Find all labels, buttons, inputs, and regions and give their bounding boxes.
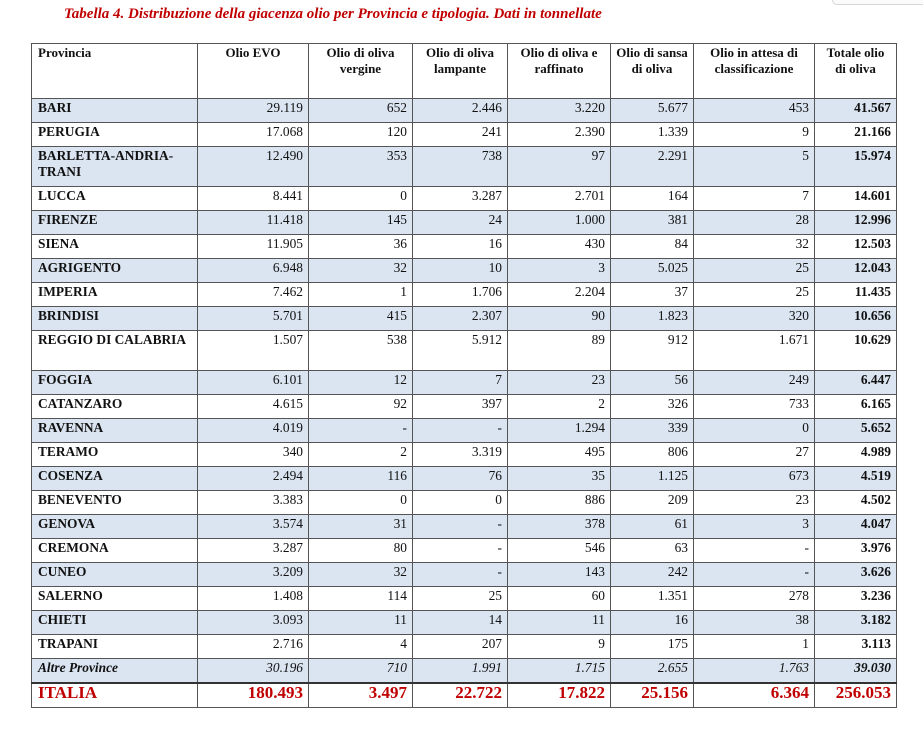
cell-evo: 30.196 [198, 659, 309, 684]
cell-provincia: SALERNO [32, 587, 198, 611]
cell-provincia: CHIETI [32, 611, 198, 635]
cell-provincia: SIENA [32, 235, 198, 259]
header-row [32, 44, 897, 99]
cell-raffinato: 17.822 [508, 683, 611, 708]
cell-raffinato: 3.220 [508, 99, 611, 123]
cell-provincia: COSENZA [32, 467, 198, 491]
cell-vergine: 538 [309, 331, 413, 371]
cell-vergine: 145 [309, 211, 413, 235]
table-row [32, 235, 897, 259]
cell-evo: 17.068 [198, 123, 309, 147]
cell-provincia: FIRENZE [32, 211, 198, 235]
cell-raffinato: 546 [508, 539, 611, 563]
cell-attesa: 673 [694, 467, 815, 491]
table-row [32, 467, 897, 491]
cell-sansa: 16 [611, 611, 694, 635]
cell-vergine: 11 [309, 611, 413, 635]
cell-provincia: ITALIA [32, 683, 198, 708]
cell-evo: 4.019 [198, 419, 309, 443]
cell-attesa: 25 [694, 283, 815, 307]
cell-vergine: 32 [309, 259, 413, 283]
table-row [32, 259, 897, 283]
cell-provincia: BARI [32, 99, 198, 123]
cell-attesa: 32 [694, 235, 815, 259]
cell-provincia: BENEVENTO [32, 491, 198, 515]
cell-lampante: 25 [413, 587, 508, 611]
cell-totale: 21.166 [815, 123, 897, 147]
cell-raffinato: 23 [508, 371, 611, 395]
cell-attesa: 25 [694, 259, 815, 283]
cell-attesa: 1.763 [694, 659, 815, 684]
cell-vergine: 120 [309, 123, 413, 147]
cell-vergine: 31 [309, 515, 413, 539]
cell-provincia: IMPERIA [32, 283, 198, 307]
cell-provincia: TERAMO [32, 443, 198, 467]
cell-vergine: 92 [309, 395, 413, 419]
cell-totale: 3.236 [815, 587, 897, 611]
table-row [32, 587, 897, 611]
cell-evo: 29.119 [198, 99, 309, 123]
cell-totale: 6.165 [815, 395, 897, 419]
cell-attesa: 1 [694, 635, 815, 659]
cell-evo: 6.948 [198, 259, 309, 283]
cell-sansa: 61 [611, 515, 694, 539]
table-row [32, 563, 897, 587]
cell-attesa: 28 [694, 211, 815, 235]
cell-provincia: TRAPANI [32, 635, 198, 659]
cell-raffinato: 143 [508, 563, 611, 587]
cell-provincia: REGGIO DI CALABRIA [32, 331, 198, 371]
table-row [32, 307, 897, 331]
cell-evo: 180.493 [198, 683, 309, 708]
cell-lampante: 2.307 [413, 307, 508, 331]
cell-sansa: 2.655 [611, 659, 694, 684]
cell-lampante: - [413, 563, 508, 587]
cell-sansa: 242 [611, 563, 694, 587]
cell-sansa: 37 [611, 283, 694, 307]
cell-lampante: 22.722 [413, 683, 508, 708]
cell-evo: 12.490 [198, 147, 309, 187]
table-row [32, 283, 897, 307]
cell-provincia: CREMONA [32, 539, 198, 563]
cell-vergine: 32 [309, 563, 413, 587]
table-row [32, 147, 897, 187]
cell-vergine: 4 [309, 635, 413, 659]
cell-lampante: - [413, 515, 508, 539]
cell-lampante: 1.991 [413, 659, 508, 684]
cell-lampante: 397 [413, 395, 508, 419]
cell-vergine: 415 [309, 307, 413, 331]
table-row [32, 331, 897, 371]
cell-vergine: 114 [309, 587, 413, 611]
cell-totale: 6.447 [815, 371, 897, 395]
cell-totale: 4.989 [815, 443, 897, 467]
cell-raffinato: 60 [508, 587, 611, 611]
cell-raffinato: 495 [508, 443, 611, 467]
header-olio-evo: Olio EVO [198, 44, 309, 99]
cell-sansa: 339 [611, 419, 694, 443]
table-title: Tabella 4. Distribuzione della giacenza olio per Provincia e tipologia. Dati in tonnellate [64, 6, 602, 22]
cell-vergine: 710 [309, 659, 413, 684]
cell-attesa: - [694, 539, 815, 563]
cell-raffinato: 2.701 [508, 187, 611, 211]
cell-lampante: 738 [413, 147, 508, 187]
cell-evo: 3.209 [198, 563, 309, 587]
cell-attesa: 7 [694, 187, 815, 211]
cell-lampante: 1.706 [413, 283, 508, 307]
cell-lampante: - [413, 419, 508, 443]
cell-raffinato: 11 [508, 611, 611, 635]
cell-evo: 4.615 [198, 395, 309, 419]
cell-totale: 12.503 [815, 235, 897, 259]
cell-vergine: 0 [309, 491, 413, 515]
cell-totale: 39.030 [815, 659, 897, 684]
cell-totale: 3.113 [815, 635, 897, 659]
cell-provincia: PERUGIA [32, 123, 198, 147]
cell-provincia: FOGGIA [32, 371, 198, 395]
cell-raffinato: 378 [508, 515, 611, 539]
cell-sansa: 56 [611, 371, 694, 395]
cell-lampante: 76 [413, 467, 508, 491]
cell-vergine: 116 [309, 467, 413, 491]
cell-sansa: 381 [611, 211, 694, 235]
cell-totale: 5.652 [815, 419, 897, 443]
cell-lampante: 14 [413, 611, 508, 635]
table-row [32, 491, 897, 515]
altre-province-row [32, 659, 897, 684]
cell-raffinato: 2 [508, 395, 611, 419]
cell-provincia: BRINDISI [32, 307, 198, 331]
cell-evo: 1.408 [198, 587, 309, 611]
cell-totale: 4.519 [815, 467, 897, 491]
header-totale: Totale olio di oliva [815, 44, 897, 99]
cell-sansa: 1.823 [611, 307, 694, 331]
cell-sansa: 2.291 [611, 147, 694, 187]
cell-sansa: 806 [611, 443, 694, 467]
table-row [32, 99, 897, 123]
window-corner-decoration [832, 0, 923, 5]
cell-evo: 6.101 [198, 371, 309, 395]
cell-raffinato: 1.715 [508, 659, 611, 684]
cell-lampante: 16 [413, 235, 508, 259]
table-row [32, 211, 897, 235]
cell-attesa: 733 [694, 395, 815, 419]
cell-lampante: 3.319 [413, 443, 508, 467]
cell-evo: 3.287 [198, 539, 309, 563]
table-row [32, 443, 897, 467]
cell-provincia: RAVENNA [32, 419, 198, 443]
cell-sansa: 5.025 [611, 259, 694, 283]
cell-evo: 340 [198, 443, 309, 467]
table-row [32, 395, 897, 419]
giacenza-olio-table [31, 43, 897, 708]
cell-attesa: 1.671 [694, 331, 815, 371]
cell-totale: 12.043 [815, 259, 897, 283]
cell-sansa: 175 [611, 635, 694, 659]
cell-attesa: 6.364 [694, 683, 815, 708]
header-olio-lampante: Olio di oliva lampante [413, 44, 508, 99]
cell-provincia: LUCCA [32, 187, 198, 211]
cell-totale: 3.182 [815, 611, 897, 635]
header-olio-vergine: Olio di oliva vergine [309, 44, 413, 99]
cell-attesa: 320 [694, 307, 815, 331]
cell-raffinato: 2.390 [508, 123, 611, 147]
cell-totale: 3.976 [815, 539, 897, 563]
cell-evo: 5.701 [198, 307, 309, 331]
cell-attesa: 9 [694, 123, 815, 147]
cell-lampante: - [413, 539, 508, 563]
cell-sansa: 1.125 [611, 467, 694, 491]
cell-lampante: 0 [413, 491, 508, 515]
cell-lampante: 2.446 [413, 99, 508, 123]
cell-provincia: Altre Province [32, 659, 198, 684]
cell-raffinato: 1.294 [508, 419, 611, 443]
cell-evo: 3.093 [198, 611, 309, 635]
cell-attesa: 27 [694, 443, 815, 467]
cell-vergine: 1 [309, 283, 413, 307]
cell-attesa: 23 [694, 491, 815, 515]
cell-sansa: 164 [611, 187, 694, 211]
header-olio-attesa: Olio in attesa di classificazione [694, 44, 815, 99]
table-row [32, 539, 897, 563]
cell-sansa: 209 [611, 491, 694, 515]
cell-sansa: 326 [611, 395, 694, 419]
cell-raffinato: 1.000 [508, 211, 611, 235]
cell-raffinato: 97 [508, 147, 611, 187]
table-row [32, 635, 897, 659]
cell-vergine: 0 [309, 187, 413, 211]
cell-totale: 256.053 [815, 683, 897, 708]
cell-vergine: 2 [309, 443, 413, 467]
cell-totale: 4.047 [815, 515, 897, 539]
table-row [32, 187, 897, 211]
cell-attesa: 249 [694, 371, 815, 395]
cell-raffinato: 886 [508, 491, 611, 515]
italia-total-row [32, 683, 897, 708]
cell-provincia: BARLETTA-ANDRIA-TRANI [32, 147, 198, 187]
header-provincia: Provincia [32, 44, 198, 99]
cell-raffinato: 89 [508, 331, 611, 371]
cell-vergine: 3.497 [309, 683, 413, 708]
cell-evo: 2.494 [198, 467, 309, 491]
cell-totale: 10.656 [815, 307, 897, 331]
cell-provincia: AGRIGENTO [32, 259, 198, 283]
cell-evo: 1.507 [198, 331, 309, 371]
cell-totale: 12.996 [815, 211, 897, 235]
cell-totale: 10.629 [815, 331, 897, 371]
cell-lampante: 7 [413, 371, 508, 395]
cell-vergine: 652 [309, 99, 413, 123]
cell-attesa: 5 [694, 147, 815, 187]
cell-evo: 3.383 [198, 491, 309, 515]
cell-attesa: 278 [694, 587, 815, 611]
cell-provincia: CUNEO [32, 563, 198, 587]
cell-totale: 15.974 [815, 147, 897, 187]
cell-totale: 41.567 [815, 99, 897, 123]
cell-sansa: 25.156 [611, 683, 694, 708]
cell-totale: 3.626 [815, 563, 897, 587]
cell-lampante: 5.912 [413, 331, 508, 371]
table-row [32, 123, 897, 147]
cell-lampante: 3.287 [413, 187, 508, 211]
table-row [32, 515, 897, 539]
cell-evo: 7.462 [198, 283, 309, 307]
cell-evo: 8.441 [198, 187, 309, 211]
cell-sansa: 912 [611, 331, 694, 371]
cell-raffinato: 430 [508, 235, 611, 259]
cell-attesa: - [694, 563, 815, 587]
cell-totale: 14.601 [815, 187, 897, 211]
cell-attesa: 3 [694, 515, 815, 539]
cell-evo: 2.716 [198, 635, 309, 659]
header-olio-sansa: Olio di sansa di oliva [611, 44, 694, 99]
cell-raffinato: 35 [508, 467, 611, 491]
cell-totale: 11.435 [815, 283, 897, 307]
header-olio-raffinato: Olio di oliva e raffinato [508, 44, 611, 99]
cell-raffinato: 9 [508, 635, 611, 659]
cell-raffinato: 2.204 [508, 283, 611, 307]
cell-attesa: 38 [694, 611, 815, 635]
cell-raffinato: 3 [508, 259, 611, 283]
table-row [32, 371, 897, 395]
cell-vergine: 80 [309, 539, 413, 563]
cell-vergine: 12 [309, 371, 413, 395]
cell-sansa: 5.677 [611, 99, 694, 123]
cell-provincia: CATANZARO [32, 395, 198, 419]
cell-provincia: GENOVA [32, 515, 198, 539]
cell-sansa: 84 [611, 235, 694, 259]
cell-vergine: - [309, 419, 413, 443]
cell-evo: 3.574 [198, 515, 309, 539]
cell-lampante: 24 [413, 211, 508, 235]
cell-lampante: 10 [413, 259, 508, 283]
cell-sansa: 1.351 [611, 587, 694, 611]
cell-attesa: 453 [694, 99, 815, 123]
cell-raffinato: 90 [508, 307, 611, 331]
cell-lampante: 241 [413, 123, 508, 147]
table-row [32, 611, 897, 635]
cell-attesa: 0 [694, 419, 815, 443]
cell-totale: 4.502 [815, 491, 897, 515]
table-row [32, 419, 897, 443]
cell-lampante: 207 [413, 635, 508, 659]
cell-sansa: 1.339 [611, 123, 694, 147]
cell-sansa: 63 [611, 539, 694, 563]
cell-vergine: 36 [309, 235, 413, 259]
cell-evo: 11.418 [198, 211, 309, 235]
cell-evo: 11.905 [198, 235, 309, 259]
cell-vergine: 353 [309, 147, 413, 187]
